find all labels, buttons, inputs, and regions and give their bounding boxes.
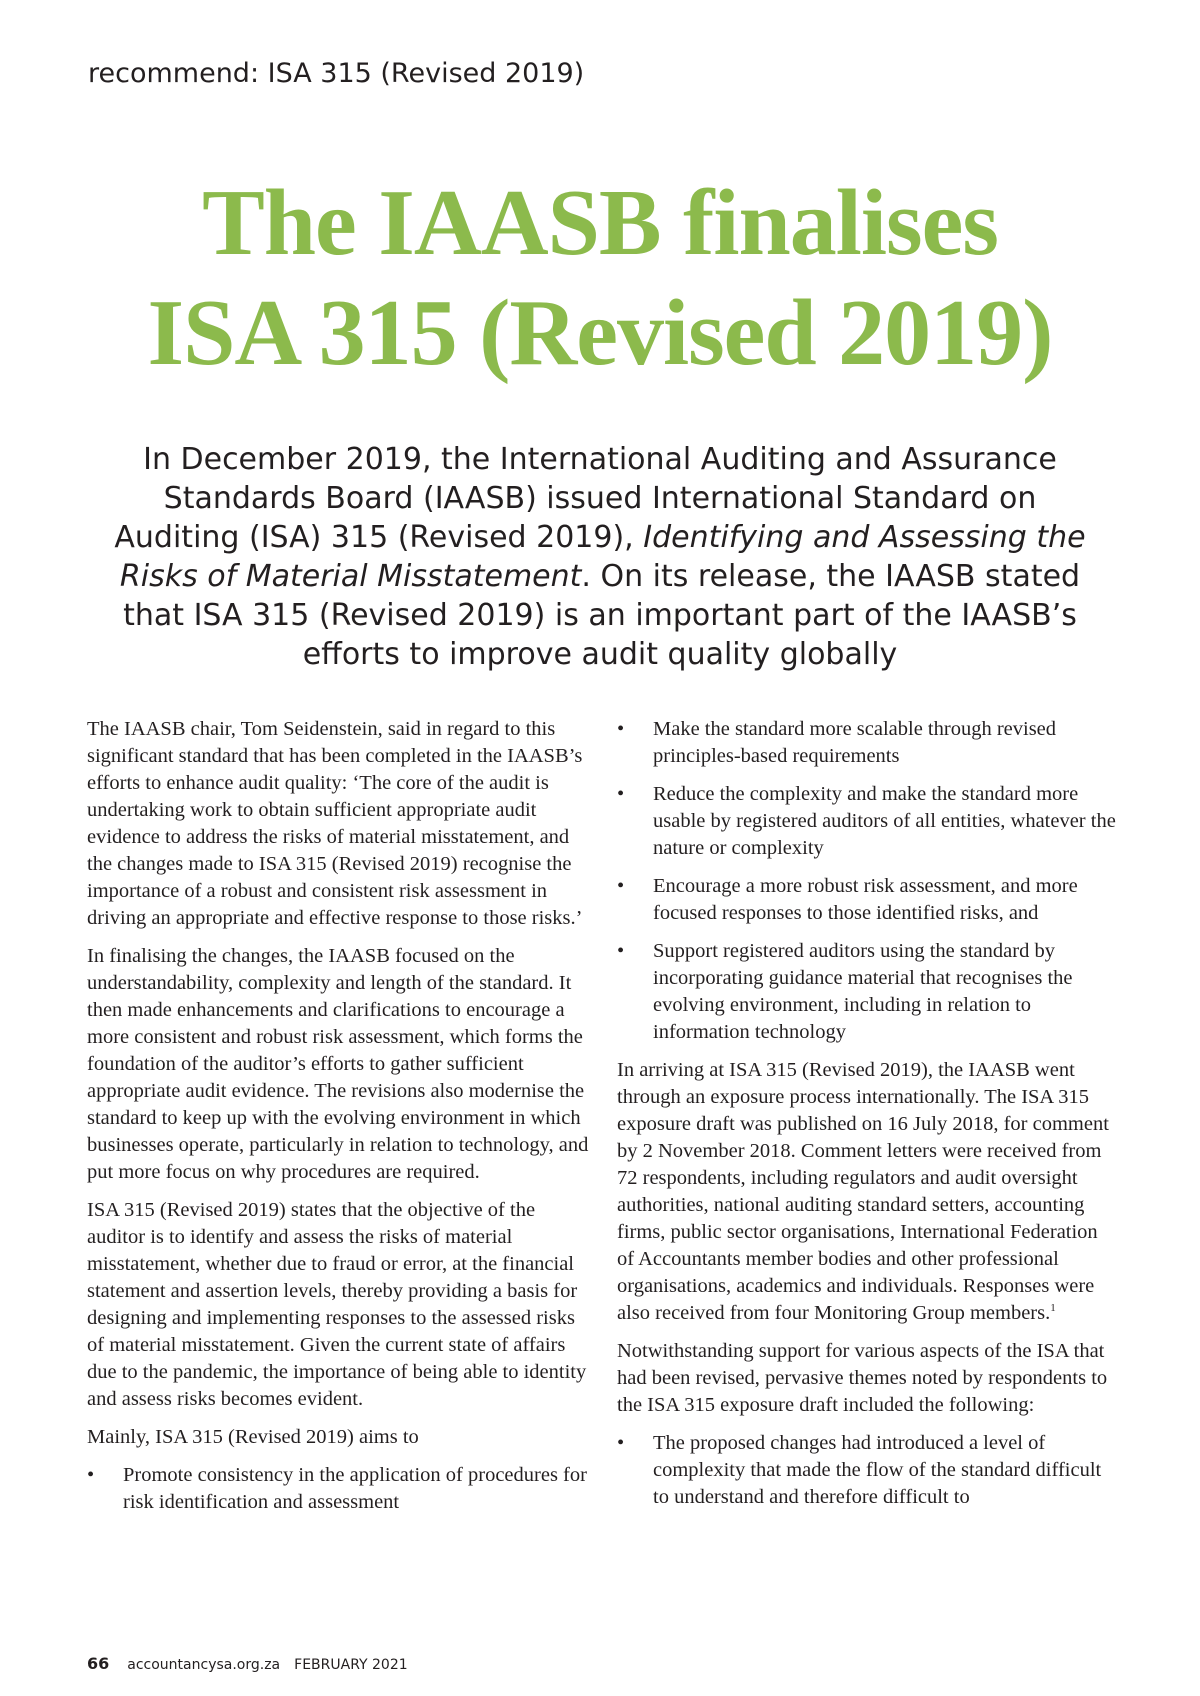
right-column: [617, 716, 1117, 1522]
list-item: • Make the standard more scalable through revised principles-based requirements: [617, 716, 1117, 770]
paragraph-text: In arriving at ISA 315 (Revised 2019), the IAASB went through an exposure process internationally. The ISA 315 exposure draft was published on 16 July 2018, for comment by 2 November 2018. Comment letters were received from 72 respondents, including regulators and audit oversight authorities, national auditing standard setters, accounting firms, public sector organisations, International Federation of Accountants member bodies and other professional organisations, academics and individuals. Responses were also received from four Monitoring Group members.: [617, 1059, 1109, 1324]
list-item: • Support registered auditors using the standard by incorporating guidance material that recognises the evolving environment, including in relation to information technology: [617, 938, 1117, 1046]
standfirst-italic-title: Identifying and Assessing the Risks of Material Misstatement: [119, 520, 1086, 594]
paragraph: [617, 1057, 1117, 1327]
footnote-ref: 1: [1050, 1302, 1056, 1315]
aims-list: [87, 1462, 589, 1516]
list-item: • Promote consistency in the application of procedures for risk identification and assessment: [87, 1462, 589, 1516]
standfirst-part-2: . On its release, the IAASB stated that ISA 315 (Revised 2019) is an important part of the IAASB’s efforts to improve audit quality globally: [123, 559, 1081, 672]
standfirst: [110, 440, 1090, 674]
standfirst-part-1: In December 2019, the International Auditing and Assurance Standards Board (IAASB) issued International Standard on Auditing (ISA) 315 (Revised 2019),: [114, 442, 1057, 555]
title-line-1: The IAASB finalises: [202, 171, 998, 275]
list-item: • Reduce the complexity and make the standard more usable by registered auditors of all entities, whatever the nature or complexity: [617, 781, 1117, 862]
list-item: • The proposed changes had introduced a level of complexity that made the flow of the standard difficult to understand and therefore difficult to: [617, 1430, 1117, 1511]
left-column: [87, 716, 589, 1527]
aims-list-continued: [617, 716, 1117, 1046]
page-number: 66: [87, 1654, 110, 1673]
section-tag: recommend: ISA 315 (Revised 2019): [88, 58, 585, 89]
paragraph: ISA 315 (Revised 2019) states that the objective of the auditor is to identify and assess the risks of material misstatement, whether due to fraud or error, at the financial statement and assertion levels, thereby providing a basis for designing and implementing responses to the assessed risks of material misstatement. Given the current state of affairs due to the pandemic, the importance of being able to identity and assess risks becomes evident.: [87, 1199, 587, 1410]
paragraph: The IAASB chair, Tom Seidenstein, said in regard to this significant standard that has been completed in the IAASB’s efforts to enhance audit quality: ‘The core of the audit is undertaking work to obtain sufficient appropriate audit evidence to address the risks of material misstatement, and the changes made to ISA 315 (Revised 2019) recognise the importance of a robust and consistent risk assessment in driving an appropriate and effective response to those risks.’: [87, 718, 583, 929]
list-item: • Encourage a more robust risk assessment, and more focused responses to those identified risks, and: [617, 873, 1117, 927]
title-line-2: ISA 315 (Revised 2019): [147, 281, 1053, 385]
article-title: [0, 168, 1200, 388]
themes-list: [617, 1430, 1117, 1511]
paragraph: In finalising the changes, the IAASB focused on the understandability, complexity and length of the standard. It then made enhancements and clarifications to encourage a more consistent and robust risk assessment, which forms the foundation of the auditor’s efforts to gather sufficient appropriate audit evidence. The revisions also modernise the standard to keep up with the evolving environment in which businesses operate, particularly in relation to technology, and put more focus on why procedures are required.: [87, 945, 589, 1183]
footer-site: accountancysa.org.za: [127, 1657, 281, 1673]
paragraph: Mainly, ISA 315 (Revised 2019) aims to: [87, 1426, 419, 1448]
paragraph: Notwithstanding support for various aspects of the ISA that had been revised, pervasive themes noted by respondents to the ISA 315 exposure draft included the following:: [617, 1340, 1108, 1416]
footer-issue: FEBRUARY 2021: [294, 1657, 408, 1673]
page-footer: [87, 1654, 408, 1673]
